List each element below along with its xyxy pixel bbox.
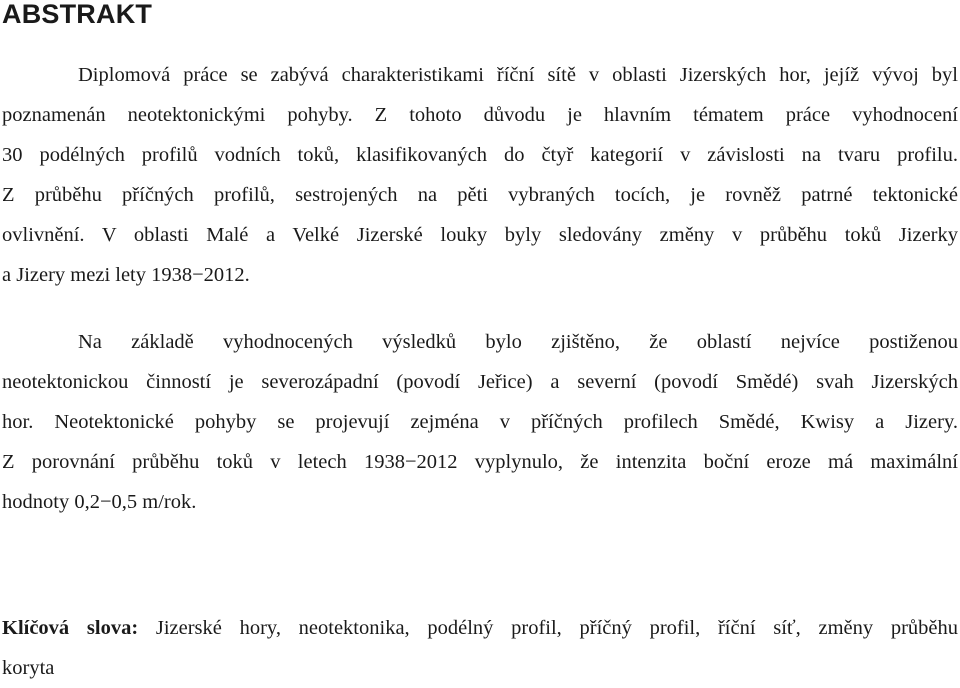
- keywords-line: [2, 608, 958, 648]
- abstract-paragraph-2: [2, 322, 958, 522]
- text-line: hodnoty 0,2−0,5 m/rok.: [2, 491, 197, 513]
- text-line: ovlivnění. V oblasti Malé a Velké Jizerské louky byly sledovány změny v průběhu toků Jizerky: [2, 224, 958, 246]
- keywords-section: [2, 608, 958, 688]
- text-line: Z průběhu příčných profilů, sestrojených na pěti vybraných tocích, je rovněž patrné tektonické: [2, 184, 958, 206]
- text-line: a Jizery mezi lety 1938−2012.: [2, 264, 250, 286]
- text-line: poznamenán neotektonickými pohyby. Z tohoto důvodu je hlavním tématem práce vyhodnocení: [2, 104, 958, 126]
- text-line: 30 podélných profilů vodních toků, klasifikovaných do čtyř kategorií v závislosti na tvaru profilu.: [2, 144, 958, 166]
- abstract-paragraph-1: [2, 55, 958, 295]
- text-line: Na základě vyhodnocených výsledků bylo zjištěno, že oblastí nejvíce postiženou: [78, 331, 958, 353]
- keywords-list: Jizerské hory, neotektonika, podélný profil, příčný profil, říční síť, změny průběhu: [155, 617, 959, 639]
- keywords-label: Klíčová slova:: [2, 617, 139, 639]
- text-line: Diplomová práce se zabývá charakteristikami říční sítě v oblasti Jizerských hor, jejíž vývoj byl: [78, 64, 958, 86]
- text-line: hor. Neotektonické pohyby se projevují zejména v příčných profilech Smědé, Kwisy a Jizery.: [2, 411, 958, 433]
- text-line: Z porovnání průběhu toků v letech 1938−2012 vyplynulo, že intenzita boční eroze má maximální: [2, 451, 958, 473]
- page-title: ABSTRAKT: [2, 0, 153, 29]
- keywords-line-continued: koryta: [2, 657, 55, 679]
- text-line: neotektonickou činností je severozápadní (povodí Jeřice) a severní (povodí Smědé) svah Jizerských: [2, 371, 958, 393]
